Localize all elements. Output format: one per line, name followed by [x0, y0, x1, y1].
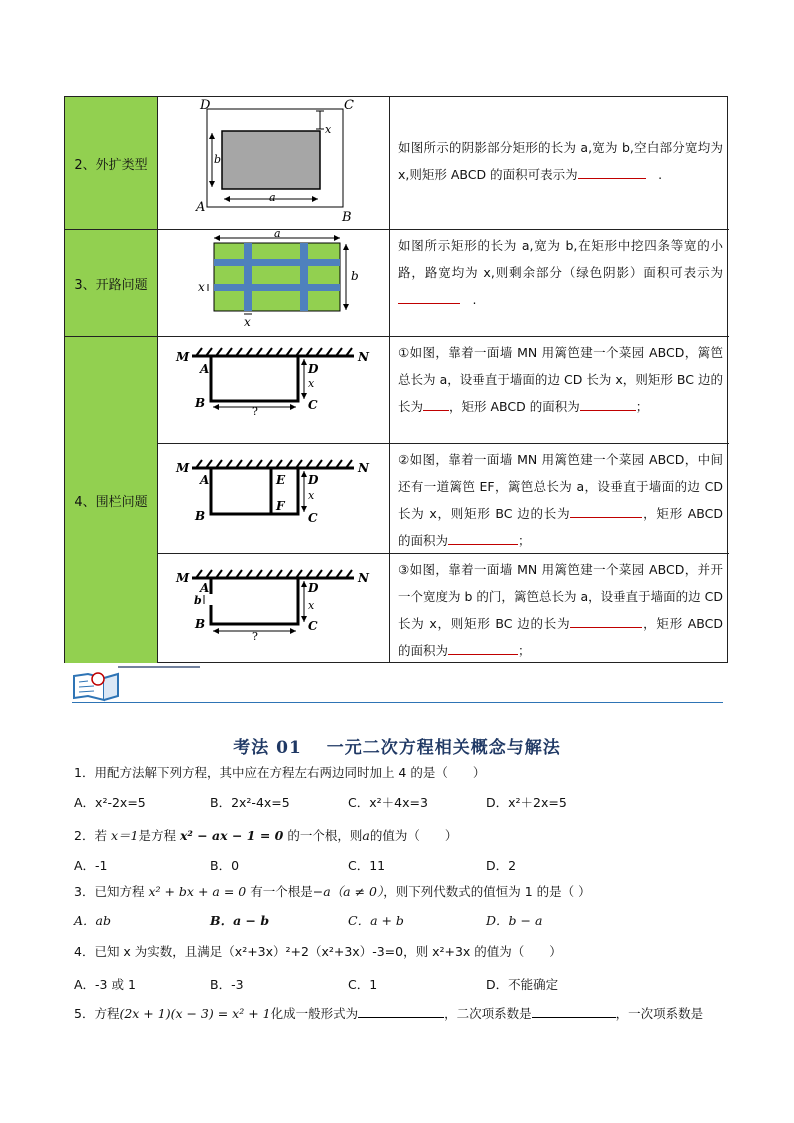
category-fence: [65, 337, 158, 663]
q2-option-d[interactable]: D．2: [486, 858, 517, 873]
label-N: N: [358, 571, 369, 585]
q3-text-c: ，则下列代数式的值恒为 1 的是（ ）: [383, 884, 591, 899]
text-fence-3: [390, 554, 729, 663]
label-A: A: [200, 362, 210, 376]
answer-blank-area[interactable]: [448, 642, 518, 655]
category-road: [65, 230, 158, 337]
q5-text-c: ，二次项系数是: [444, 1006, 532, 1021]
text-fence-2: [390, 444, 729, 554]
q4-option-c[interactable]: C．1: [348, 977, 378, 992]
label-C: C: [308, 398, 318, 412]
label-a: a: [274, 230, 281, 240]
semicolon: ；: [518, 533, 531, 548]
label-D: D: [308, 581, 319, 595]
label-E: E: [276, 473, 286, 487]
section-heading: 考法 01 一元二次方程相关概念与解法: [233, 738, 561, 758]
question-text-2: ，矩形 ABCD 的面积为: [398, 616, 724, 658]
label-A: A: [196, 200, 206, 215]
label-D: D: [200, 98, 211, 113]
label-A: A: [200, 581, 210, 595]
q3-equation: x² + bx + a = 0: [148, 884, 247, 899]
label-C: C: [344, 98, 354, 113]
text-road: [390, 230, 729, 337]
question-text: ①如图，靠着一面墙 MN 用篱笆建一个菜园 ABCD，篱笆总长为 a，设垂直于墙面的边 CD 长为 x，则矩形 BC 边的长为: [398, 345, 723, 414]
figure-fence-2: [158, 444, 390, 554]
label-B: B: [195, 617, 206, 631]
question-text-2: ，矩形 ABCD 的面积为: [449, 399, 580, 414]
label-b: b: [214, 153, 222, 166]
figure-outer-expansion: [158, 97, 390, 230]
road-diagram: [158, 230, 388, 336]
label-b: b: [194, 594, 202, 607]
q5-text-d: ，一次项系数是: [615, 1006, 704, 1021]
q2-option-a[interactable]: A．-1: [74, 858, 108, 873]
q3-option-c[interactable]: C．a + b: [348, 913, 404, 928]
question-2-stem: [74, 826, 457, 844]
figure-road: [158, 230, 390, 337]
category-label: 4、围栏问题: [74, 494, 148, 510]
q5-blank-quadratic-coef[interactable]: [532, 1005, 616, 1018]
text-fence-1: [390, 337, 729, 444]
section-divider: [72, 702, 723, 703]
q5-text-b: 化成一般形式为: [270, 1006, 359, 1021]
text-outer-expansion: [390, 97, 729, 230]
label-x: x: [308, 599, 315, 612]
label-x: x: [308, 489, 315, 502]
q2-text-c: 的一个根，则: [287, 828, 363, 843]
fence-diagram-3: [158, 554, 388, 662]
label-x-bottom: x: [244, 315, 251, 329]
q1-option-d[interactable]: D．x²＋2x=5: [486, 795, 567, 810]
period: .: [472, 292, 477, 307]
q2-math-x: x＝1: [110, 828, 139, 843]
q5-equation: (2x + 1)(x − 3) = x² + 1: [119, 1006, 271, 1021]
q1-option-c[interactable]: C．x²＋4x=3: [348, 795, 428, 810]
figure-fence-3: [158, 554, 390, 663]
figure-fence-1: [158, 337, 390, 444]
label-B: B: [195, 509, 206, 523]
label-a: a: [269, 191, 276, 204]
label-unknown: ?: [252, 630, 258, 643]
q3-root: −a（a ≠ 0）: [312, 884, 384, 899]
semicolon: ；: [518, 643, 531, 658]
question-text: ②如图，靠着一面墙 MN 用篱笆建一个菜园 ABCD，中间还有一道篱笆 EF，篱笆总长为 a，设垂直于墙面的边 CD 长为 x，则矩形 BC 边的长为: [398, 452, 723, 521]
q2-math-a: a: [362, 828, 370, 843]
q3-option-b[interactable]: B．a − b: [210, 913, 270, 928]
label-F: F: [276, 499, 285, 513]
q3-text-b: 有一个根是: [250, 884, 313, 899]
category-label: 2、外扩类型: [74, 157, 148, 173]
q3-text-a: 3．已知方程: [74, 884, 145, 899]
question-text-2: ，矩形 ABCD 的面积为: [398, 506, 724, 548]
question-text: 如图所示矩形的长为 a,宽为 b,在矩形中挖四条等宽的小路，路宽均为 x,则剩余部分（绿色阴影）面积可表示为: [398, 238, 723, 280]
q4-option-d[interactable]: D．不能确定: [486, 977, 559, 992]
label-b: b: [351, 269, 359, 283]
answer-blank-bc[interactable]: [570, 505, 642, 518]
method-table: [64, 96, 728, 663]
label-D: D: [308, 362, 319, 376]
label-D: D: [308, 473, 319, 487]
answer-blank-area[interactable]: [448, 532, 518, 545]
label-x-left: x: [198, 280, 205, 294]
answer-blank-bc[interactable]: [423, 398, 449, 411]
q1-option-a[interactable]: A．x²-2x=5: [74, 795, 146, 810]
label-unknown: ?: [252, 405, 258, 418]
q2-text-d: 的值为（ ）: [369, 828, 458, 843]
label-M: M: [176, 571, 190, 585]
category-outer-expansion: [65, 97, 158, 230]
label-N: N: [358, 350, 369, 364]
semicolon: ；: [635, 399, 649, 414]
label-M: M: [176, 461, 190, 475]
fence-diagram-1: [158, 337, 388, 443]
category-label: 3、开路问题: [74, 277, 148, 293]
q3-option-d[interactable]: D．b − a: [486, 913, 543, 928]
q3-option-a[interactable]: A．ab: [74, 913, 111, 928]
question-1-stem: 1．用配方法解下列方程，其中应在方程左右两边同时加上 4 的是（ ）: [74, 765, 486, 780]
question-5-stem: [74, 1004, 703, 1022]
question-text: ③如图，靠着一面墙 MN 用篱笆建一个菜园 ABCD，并开一个宽度为 b 的门，篱笆总长为 a，设垂直于墙面的边 CD 长为 x，则矩形 BC 边的长为: [398, 562, 723, 631]
answer-blank[interactable]: [398, 291, 460, 304]
q2-option-c[interactable]: C．11: [348, 858, 386, 873]
label-x: x: [308, 377, 315, 390]
q2-option-b[interactable]: B．0: [210, 858, 240, 873]
label-C: C: [308, 619, 318, 633]
period: .: [658, 167, 663, 182]
label-N: N: [358, 461, 369, 475]
label-B: B: [342, 210, 352, 225]
question-text: 如图所示的阴影部分矩形的长为 a,宽为 b,空白部分宽均为 x,则矩形 ABCD 的面积可表示为: [398, 140, 723, 182]
q2-equation: x² − ax − 1 = 0: [179, 828, 284, 843]
q4-option-b[interactable]: B．-3: [210, 977, 244, 992]
question-3-stem: [74, 882, 591, 900]
label-M: M: [176, 350, 190, 364]
fence-diagram-2: [158, 444, 388, 553]
q1-option-b[interactable]: B．2x²-4x=5: [210, 795, 290, 810]
label-B: B: [195, 396, 206, 410]
q5-blank-general-form[interactable]: [358, 1005, 444, 1018]
label-A: A: [200, 473, 210, 487]
q2-text-b: 是方程: [138, 828, 176, 843]
label-x: x: [325, 123, 332, 136]
book-icon: [70, 664, 210, 704]
question-4-stem: 4．已知 x 为实数，且满足（x²+3x）²+2（x²+3x）-3=0，则 x²+3x 的值为（ ）: [74, 944, 562, 959]
q2-text-a: 2．若: [74, 828, 107, 843]
q4-option-a[interactable]: A．-3 或 1: [74, 977, 136, 992]
q5-text-a: 5．方程: [74, 1006, 120, 1021]
outer-expansion-diagram: [158, 97, 388, 229]
answer-blank[interactable]: [578, 166, 646, 179]
answer-blank-bc[interactable]: [570, 615, 642, 628]
label-C: C: [308, 511, 318, 525]
answer-blank-area[interactable]: [580, 398, 636, 411]
